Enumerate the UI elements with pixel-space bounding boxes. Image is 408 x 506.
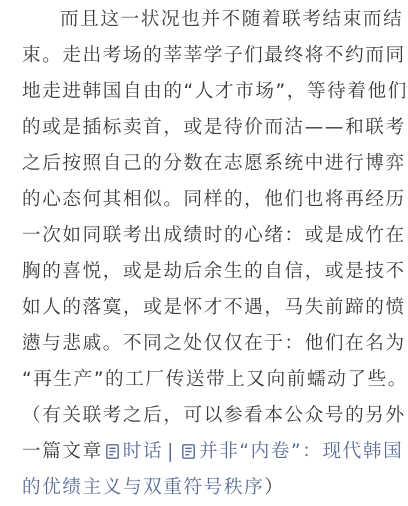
paragraph-line-8: 胸的喜悦，或是劫后余生的自信，或是技不 [22, 261, 406, 282]
related-article-link-1[interactable] [103, 441, 163, 462]
note-line-2 [22, 434, 404, 470]
paragraph-line-7: 一次如同联考出成绩时的心绪：或是成竹在 [22, 225, 406, 246]
paragraph-line-1: 而且这一状况也并不随着联考结束而结 [60, 9, 404, 30]
related-article-link-1-label: 时话 [122, 441, 164, 462]
paragraph-line-6: 的心态何其相似。同样的，他们也将再经历 [22, 189, 406, 210]
paragraph-line-3: 地走进韩国自由的“人才市场”，等待着他们 [22, 81, 408, 102]
note-suffix: ） [264, 477, 285, 498]
related-article-link-2[interactable] [179, 441, 403, 462]
related-article-link-2-continued[interactable]: 的优绩主义与双重符号秩序 [22, 477, 265, 498]
paragraph-line-4: 的或是插标卖首，或是待价而沽——和联考 [22, 117, 406, 138]
note-prefix: 一篇文章 [22, 441, 103, 462]
paragraph-line-11: “再生产”的工厂传送带上又向前蠕动了些。 [22, 369, 408, 390]
note-line-3 [22, 470, 382, 506]
paragraph-line-9: 如人的落寞，或是怀才不遇，马失前蹄的愤 [22, 297, 406, 318]
document-icon [182, 444, 195, 459]
paragraph-line-5: 之后按照自己的分数在志愿系统中进行博弈 [22, 153, 406, 174]
related-article-link-2-label: 并非“内卷”：现代韩国 [199, 441, 404, 462]
paragraph-line-10: 懑与悲戚。不同之处仅仅在于：他们在名为 [22, 333, 406, 354]
paragraph-line-2: 束。走出考场的莘莘学子们最终将不约而同 [22, 45, 406, 66]
document-icon [106, 444, 119, 459]
link-separator: | [167, 441, 176, 462]
note-line-1: （有关联考之后，可以参看本公众号的另外 [22, 405, 406, 426]
